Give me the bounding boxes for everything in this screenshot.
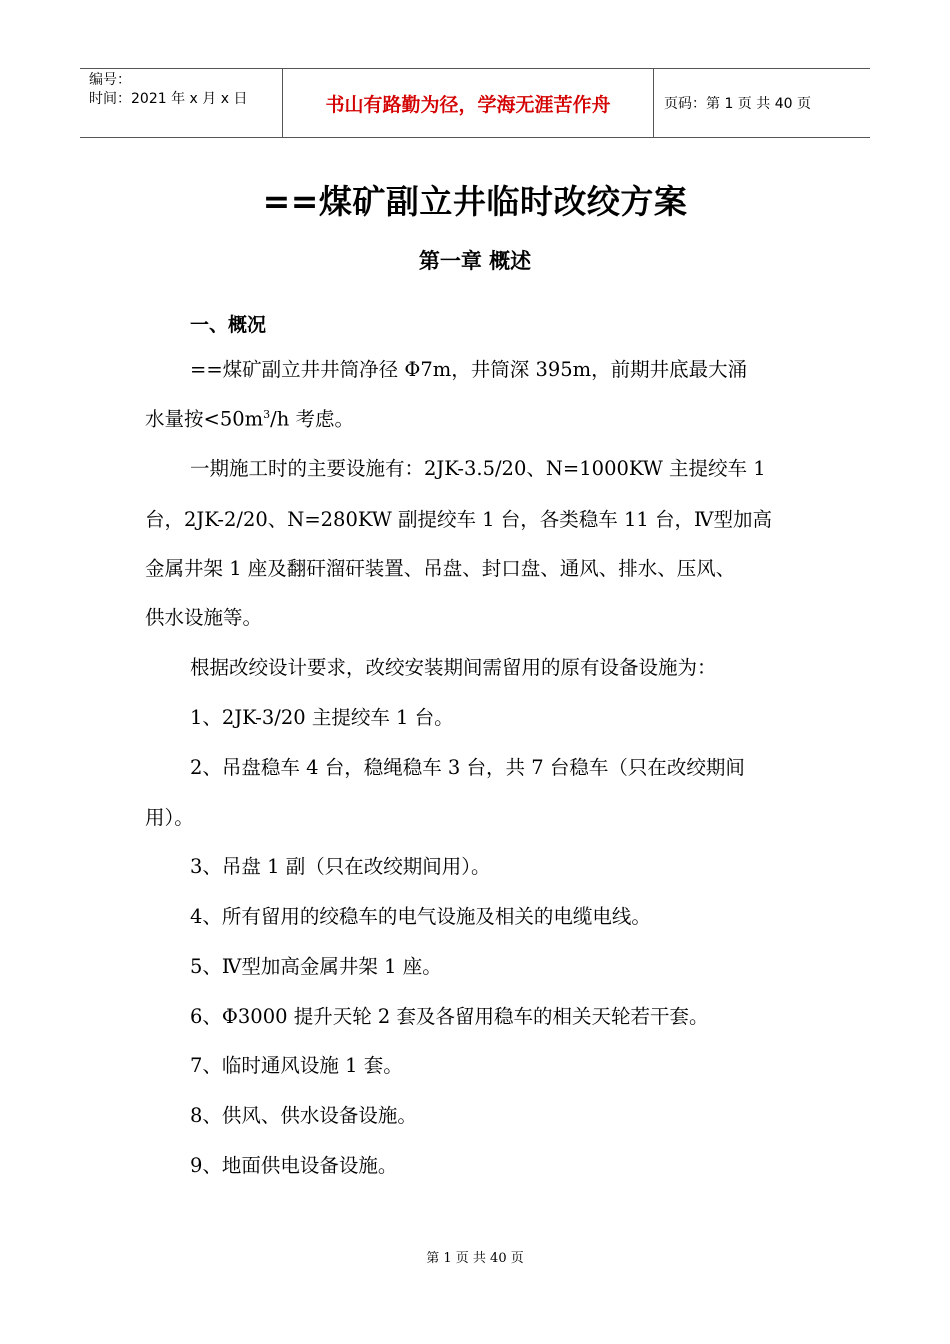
para2-line4: 供水设施等。 (145, 606, 263, 629)
document-time-label: 时间：2021 年 x 月 x 日 (89, 91, 248, 107)
document-title: ==煤矿副立井临时改绞方案 (262, 182, 688, 221)
para1-line2-superscript: 3 (263, 408, 271, 421)
list-item-4: 4、所有留用的绞稳车的电气设施及相关的电缆电线。 (190, 905, 651, 928)
list-item-9: 9、地面供电设备设施。 (190, 1154, 398, 1177)
list-item-2-line2: 用）。 (145, 806, 194, 829)
list-item-2-line1: 2、吊盘稳车 4 台，稳绳稳车 3 台，共 7 台稳车（只在改绞期间 (190, 756, 745, 779)
header-page-cell (654, 69, 870, 137)
list-item-5: 5、Ⅳ型加高金属井架 1 座。 (190, 955, 442, 978)
para2-line1: 一期施工时的主要设施有：2JK-3.5/20、N=1000KW 主提绞车 1 (190, 457, 766, 480)
para2-line2: 台，2JK-2/20、N=280KW 副提绞车 1 台，各类稳车 11 台，Ⅳ型加高 (145, 508, 772, 531)
chapter-heading: 第一章 概述 (418, 249, 532, 273)
section-heading: 一、概况 (190, 314, 267, 336)
para1-line2-text-a: 水量按<50m (145, 407, 264, 431)
list-item-1: 1、2JK-3/20 主提绞车 1 台。 (190, 706, 454, 729)
para3: 根据改绞设计要求，改绞安装期间需留用的原有设备设施为： (190, 656, 717, 679)
list-item-8: 8、供风、供水设备设施。 (190, 1104, 417, 1127)
page-footer: 第 1 页 共 40 页 (426, 1251, 524, 1266)
header-left-cell (80, 69, 282, 137)
header-motto-cell (282, 69, 654, 137)
para1-line1: ==煤矿副立井井筒净径 Φ7m，井筒深 395m，前期井底最大涌 (190, 358, 748, 381)
header-page-label: 页码：第 1 页 共 40 页 (664, 96, 811, 112)
list-item-6: 6、Φ3000 提升天轮 2 套及各留用稳车的相关天轮若干套。 (190, 1005, 709, 1028)
header-table (80, 68, 870, 138)
header-motto: 书山有路勤为径，学海无涯苦作舟 (325, 93, 611, 116)
list-item-3: 3、吊盘 1 副（只在改绞期间用）。 (190, 855, 491, 878)
document-number-label: 编号： (89, 72, 131, 88)
para2-line3: 金属井架 1 座及翻矸溜矸装置、吊盘、封口盘、通风、排水、压风、 (145, 557, 736, 580)
para1-line2 (145, 409, 354, 429)
list-item-7: 7、临时通风设施 1 套。 (190, 1054, 403, 1077)
para1-line2-text-b: /h 考虑。 (270, 407, 354, 431)
